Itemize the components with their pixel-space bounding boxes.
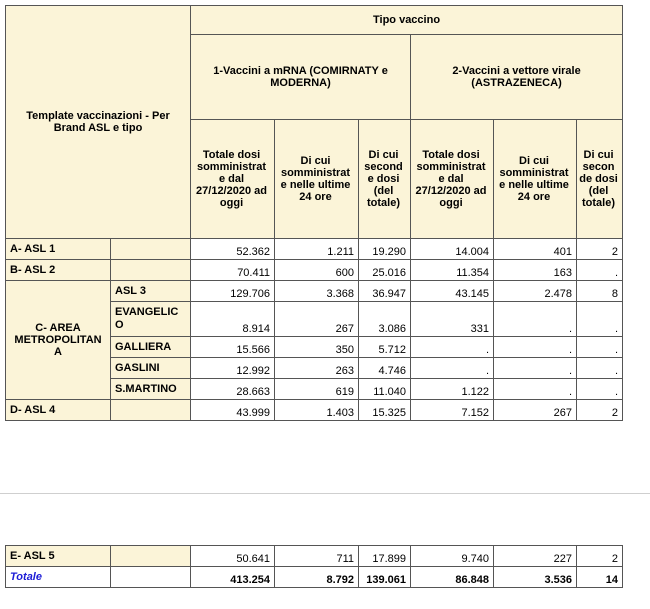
- cell: 4.746: [359, 358, 411, 379]
- cell: 52.362: [191, 239, 275, 260]
- cell: 12.992: [191, 358, 275, 379]
- cell: .: [411, 358, 494, 379]
- cell: .: [494, 337, 577, 358]
- cell: 9.740: [411, 546, 494, 567]
- cell: 227: [494, 546, 577, 567]
- cell: 19.290: [359, 239, 411, 260]
- row-label-asl1: A- ASL 1: [6, 239, 111, 260]
- total-cell: 8.792: [275, 567, 359, 588]
- row-label-area-metropolitana: C- AREA METROPOLITAN A: [6, 281, 111, 400]
- cell: 7.152: [411, 400, 494, 421]
- cell: 43.999: [191, 400, 275, 421]
- cell: .: [494, 379, 577, 400]
- col-header-totale-vettore: Totale dosi somministrat e dal 27/12/2020 ad oggi: [411, 120, 494, 239]
- cell: 14.004: [411, 239, 494, 260]
- cell: 350: [275, 337, 359, 358]
- cell: 163: [494, 260, 577, 281]
- row-label-asl2: B- ASL 2: [6, 260, 111, 281]
- cell: .: [577, 358, 623, 379]
- cell: 1.211: [275, 239, 359, 260]
- col-header-seconde-mrna: Di cui second e dosi (del totale): [359, 120, 411, 239]
- totals-row: [6, 567, 623, 588]
- cell: 3.368: [275, 281, 359, 302]
- cell: 600: [275, 260, 359, 281]
- cell: 2: [577, 400, 623, 421]
- total-cell: 3.536: [494, 567, 577, 588]
- total-cell: 14: [577, 567, 623, 588]
- cell: 17.899: [359, 546, 411, 567]
- row-sublabel-smartino: S.MARTINO: [111, 379, 191, 400]
- row-sublabel-empty: [111, 239, 191, 260]
- cell: 11.354: [411, 260, 494, 281]
- vaccination-table-continued: [5, 545, 623, 588]
- cell: 619: [275, 379, 359, 400]
- cell: .: [577, 337, 623, 358]
- table-row: [6, 239, 623, 260]
- cell: 711: [275, 546, 359, 567]
- total-cell: 413.254: [191, 567, 275, 588]
- cell: .: [411, 337, 494, 358]
- table-row: [6, 400, 623, 421]
- cell: .: [577, 379, 623, 400]
- col-header-totale-mrna: Totale dosi somministrat e dal 27/12/2020 ad oggi: [191, 120, 275, 239]
- row-sublabel-asl3: ASL 3: [111, 281, 191, 302]
- vaccination-table: [5, 5, 623, 421]
- cell: 25.016: [359, 260, 411, 281]
- cell: 70.411: [191, 260, 275, 281]
- cell: 50.641: [191, 546, 275, 567]
- cell: .: [577, 302, 623, 337]
- cell: 15.325: [359, 400, 411, 421]
- cell: 8.914: [191, 302, 275, 337]
- cell: 36.947: [359, 281, 411, 302]
- corner-header: Template vaccinazioni - Per Brand ASL e tipo: [6, 6, 191, 239]
- col-header-24h-mrna: Di cui somministrat e nelle ultime 24 ore: [275, 120, 359, 239]
- table-row: [6, 281, 623, 302]
- cell: 263: [275, 358, 359, 379]
- cell: 15.566: [191, 337, 275, 358]
- page-divider: [0, 493, 650, 494]
- cell: 331: [411, 302, 494, 337]
- cell: .: [494, 358, 577, 379]
- tipo-vaccino-header: Tipo vaccino: [191, 6, 623, 35]
- mrna-group-header: 1-Vaccini a mRNA (COMIRNATY e MODERNA): [191, 35, 411, 120]
- cell: 2: [577, 546, 623, 567]
- row-label-asl5: E- ASL 5: [6, 546, 111, 567]
- cell: 401: [494, 239, 577, 260]
- cell: 3.086: [359, 302, 411, 337]
- cell: 28.663: [191, 379, 275, 400]
- cell: .: [577, 260, 623, 281]
- cell: 1.403: [275, 400, 359, 421]
- col-header-seconde-vettore: Di cui secon de dosi (del totale): [577, 120, 623, 239]
- cell: .: [494, 302, 577, 337]
- cell: 8: [577, 281, 623, 302]
- total-cell: 139.061: [359, 567, 411, 588]
- cell: 1.122: [411, 379, 494, 400]
- row-sublabel-empty: [111, 400, 191, 421]
- vettore-group-header: 2-Vaccini a vettore virale (ASTRAZENECA): [411, 35, 623, 120]
- cell: 267: [494, 400, 577, 421]
- row-sublabel-gaslini: GASLINI: [111, 358, 191, 379]
- cell: 2.478: [494, 281, 577, 302]
- row-sublabel-evangelico: EVANGELIC O: [111, 302, 191, 337]
- cell: 2: [577, 239, 623, 260]
- table-row: [6, 546, 623, 567]
- cell: 129.706: [191, 281, 275, 302]
- total-cell: 86.848: [411, 567, 494, 588]
- cell: 43.145: [411, 281, 494, 302]
- row-sublabel-galliera: GALLIERA: [111, 337, 191, 358]
- row-sublabel-empty: [111, 546, 191, 567]
- cell: 5.712: [359, 337, 411, 358]
- cell: 11.040: [359, 379, 411, 400]
- row-label-totale: Totale: [6, 567, 111, 588]
- row-label-asl4: D- ASL 4: [6, 400, 111, 421]
- row-sublabel-empty: [111, 567, 191, 588]
- col-header-24h-vettore: Di cui somministrat e nelle ultime 24 ore: [494, 120, 577, 239]
- row-sublabel-empty: [111, 260, 191, 281]
- cell: 267: [275, 302, 359, 337]
- table-row: [6, 260, 623, 281]
